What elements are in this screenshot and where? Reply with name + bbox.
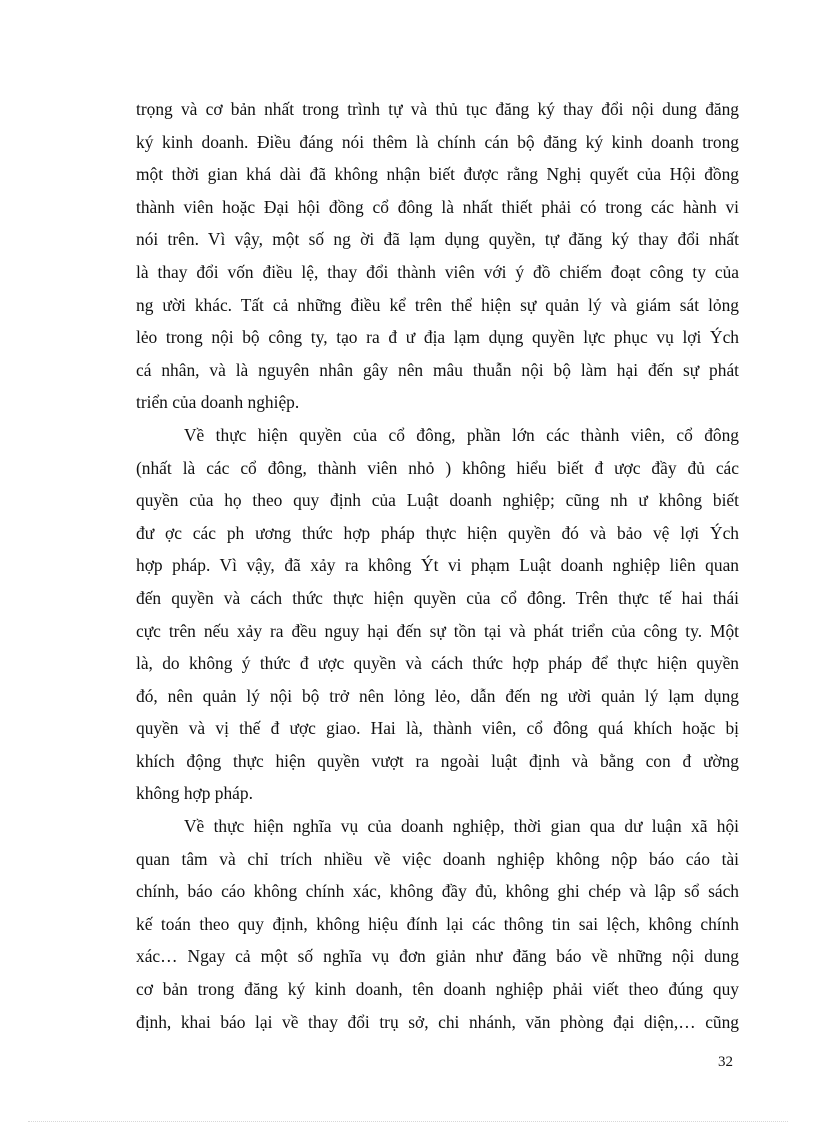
text-line: cá nhân, và là nguyên nhân gây nên mâu thuẫn nội bộ làm hại đến sự phát	[136, 359, 739, 380]
text-line: một thời gian khá dài đã không nhận biết được rằng Nghị quyết của Hội đồng	[136, 164, 739, 185]
text-line: định, khai báo lại về thay đổi trụ sở, chi nhánh, văn phòng đại diện,… cũng	[136, 1011, 739, 1032]
text-line: chính, báo cáo không chính xác, không đầy đủ, không ghi chép và lập sổ sách	[136, 881, 739, 902]
text-line: hợp pháp. Vì vậy, đã xảy ra không Ýt vi phạm Luật doanh nghiệp liên quan	[136, 555, 739, 576]
text-line: cơ bản trong đăng ký kinh doanh, tên doanh nghiệp phải viết theo đúng quy	[136, 979, 739, 1000]
text-line: là, do không ý thức đ ược quyền và cách thức hợp pháp để thực hiện quyền	[136, 653, 739, 674]
text-line: quan tâm và chỉ trích nhiều về việc doanh nghiệp không nộp báo cáo tài	[136, 848, 739, 869]
text-line: Về thực hiện nghĩa vụ của doanh nghiệp, thời gian qua dư luận xã hội	[184, 816, 739, 837]
text-line: ng ười khác. Tất cả những điều kể trên thể hiện sự quản lý và giám sát lỏng	[136, 294, 739, 315]
text-line: cực trên nếu xảy ra đều nguy hại đến sự tồn tại và phát triển của công ty. Một	[136, 620, 739, 641]
text-line: quyền của họ theo quy định của Luật doanh nghiệp; cũng nh ư không biết	[136, 490, 739, 511]
text-line: đó, nên quản lý nội bộ trở nên lỏng lẻo, dẫn đến ng ười quản lý lạm dụng	[136, 685, 739, 706]
document-body	[136, 93, 739, 1038]
page-number: 32	[718, 1054, 733, 1070]
paragraph	[136, 93, 739, 419]
text-line: ký kinh doanh. Điều đáng nói thêm là chính cán bộ đăng ký kinh doanh trong	[136, 131, 739, 152]
text-line: (nhất là các cổ đông, thành viên nhỏ ) không hiểu biết đ ược đầy đủ các	[136, 457, 739, 478]
page-bottom-divider	[28, 1121, 788, 1122]
text-line: thành viên hoặc Đại hội đồng cổ đông là nhất thiết phải có trong các hành vi	[136, 196, 739, 217]
text-line: khích động thực hiện quyền vượt ra ngoài luật định và bằng con đ ường	[136, 750, 739, 771]
paragraph	[136, 810, 739, 1038]
text-line: quyền và vị thế đ ược giao. Hai là, thành viên, cổ đông quá khích hoặc bị	[136, 718, 739, 739]
text-line: kế toán theo quy định, không hiệu đính lại các thông tin sai lệch, không chính	[136, 913, 739, 934]
text-line: lẻo trong nội bộ công ty, tạo ra đ ư địa lạm dụng quyền lực phục vụ lợi Ých	[136, 327, 739, 348]
paragraph	[136, 419, 739, 810]
text-line: nói trên. Vì vậy, một số ng ời đã lạm dụng quyền, tự đăng ký thay đổi nhất	[136, 229, 739, 250]
text-line: triển của doanh nghiệp.	[136, 392, 300, 413]
text-line: không hợp pháp.	[136, 783, 253, 804]
text-line: trọng và cơ bản nhất trong trình tự và thủ tục đăng ký thay đổi nội dung đăng	[136, 99, 739, 119]
text-line: xác… Ngay cả một số nghĩa vụ đơn giản như đăng báo về những nội dung	[136, 946, 739, 967]
text-line: Về thực hiện quyền của cổ đông, phần lớn các thành viên, cổ đông	[184, 424, 739, 445]
text-line: đến quyền và cách thức thực hiện quyền của cổ đông. Trên thực tế hai thái	[136, 587, 739, 608]
text-line: đư ợc các ph ương thức hợp pháp thực hiện quyền đó và bảo vệ lợi Ých	[136, 522, 739, 543]
text-line: là thay đổi vốn điều lệ, thay đổi thành viên với ý đồ chiếm đoạt công ty của	[136, 261, 739, 282]
